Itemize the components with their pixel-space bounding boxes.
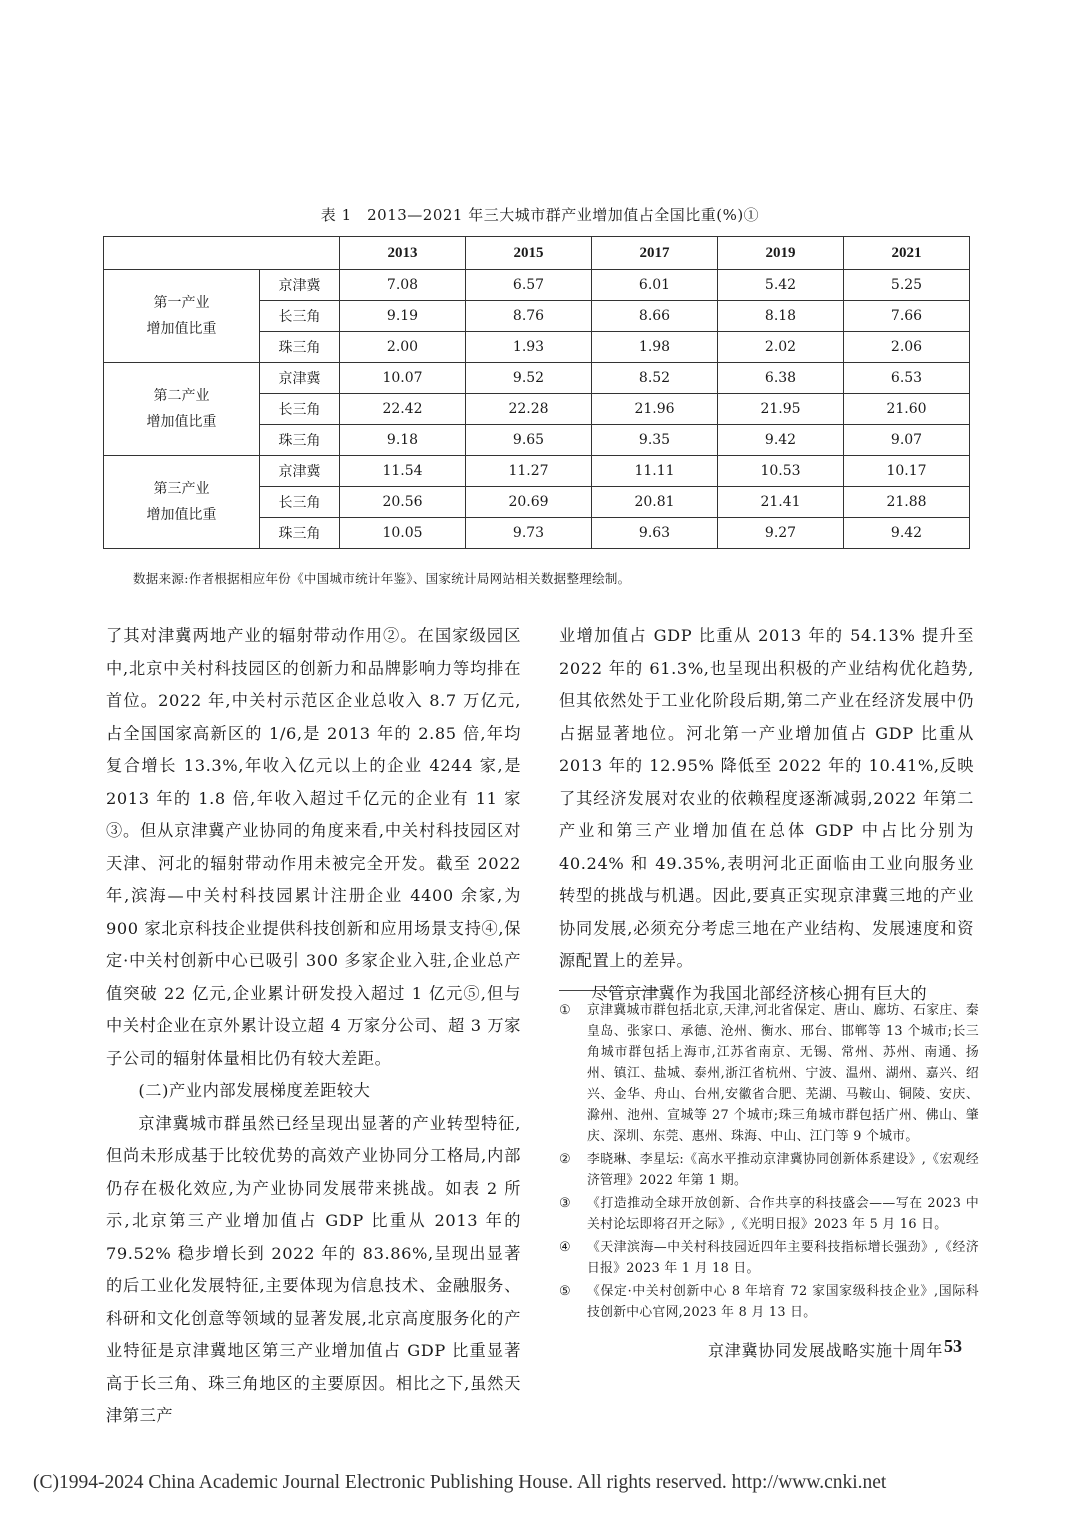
value-cell: 9.52 — [466, 363, 592, 394]
group-label-line1: 第三产业 — [153, 481, 210, 497]
value-cell: 5.25 — [844, 270, 970, 301]
value-cell: 10.05 — [340, 518, 466, 549]
group-label-line1: 第二产业 — [153, 388, 210, 404]
copyright-notice: (C)1994-2024 China Academic Journal Electronic Publishing House. All rights reserved. http://www.cnki.net — [33, 1472, 887, 1493]
body-paragraph: 京津冀城市群虽然已经呈现出显著的产业转型特征,但尚未形成基于比较优势的高效产业协同分工格局,内部仍存在极化效应,为产业协同发展带来挑战。如表 2 所示,北京第三产业增加值占 GDP 比重从 2013 年的 79.52% 稳步增长到 2022 年的 83.86%,呈现出显著的后工业化发展特征,主要体现为信息技术、金融服务、科研和文化创意等领域的显著发展,北京高度服务化的产业特征是京津冀地区第三产业增加值占 GDP 比重显著高于长三角、珠三角地区的主要原因。相比之下,虽然天津第三产 — [106, 1113, 521, 1425]
footnote-divider — [559, 990, 659, 991]
page-number: 53 — [944, 1336, 962, 1356]
value-cell: 20.69 — [466, 487, 592, 518]
footnote — [559, 1149, 979, 1191]
left-column — [106, 620, 521, 1433]
value-cell: 8.76 — [466, 301, 592, 332]
footnote-text: 《保定·中关村创新中心 8 年培育 72 家国家级科技企业》,国际科技创新中心官网,2023 年 8 月 13 日。 — [587, 1284, 979, 1320]
footnote — [559, 1000, 979, 1147]
region-cell: 珠三角 — [260, 332, 340, 363]
footnote-text: 京津冀城市群包括北京,天津,河北省保定、唐山、廊坊、石家庄、秦皇岛、张家口、承德、沧州、衡水、邢台、邯郸等 13 个城市;长三角城市群包括上海市,江苏省南京、无锡、常州、苏州、南通、扬州、镇江、盐城、泰州,浙江省杭州、宁波、温州、湖州、嘉兴、绍兴、金华、舟山、台州,安徽省合肥、芜湖、马鞍山、铜陵、安庆、滁州、池州、宣城等 27 个城市;珠三角城市群包括广州、佛山、肇庆、深圳、东莞、惠州、珠海、中山、江门等 9 个城市。 — [587, 1003, 979, 1144]
region-cell: 京津冀 — [260, 270, 340, 301]
footnote — [559, 1281, 979, 1323]
value-cell: 9.07 — [844, 425, 970, 456]
value-cell: 9.42 — [718, 425, 844, 456]
year-header: 2019 — [718, 237, 844, 270]
value-cell: 6.53 — [844, 363, 970, 394]
region-cell: 京津冀 — [260, 456, 340, 487]
value-cell: 20.56 — [340, 487, 466, 518]
footnote-mark: ① — [559, 1003, 571, 1018]
region-cell: 京津冀 — [260, 363, 340, 394]
value-cell: 11.27 — [466, 456, 592, 487]
value-cell: 8.52 — [592, 363, 718, 394]
value-cell: 21.88 — [844, 487, 970, 518]
group-label-line1: 第一产业 — [153, 295, 210, 311]
value-cell: 22.42 — [340, 394, 466, 425]
region-cell: 长三角 — [260, 487, 340, 518]
value-cell: 6.01 — [592, 270, 718, 301]
value-cell: 21.96 — [592, 394, 718, 425]
year-header: 2015 — [466, 237, 592, 270]
right-column — [559, 620, 974, 1010]
region-cell: 长三角 — [260, 394, 340, 425]
value-cell: 2.02 — [718, 332, 844, 363]
running-title: 京津冀协同发展战略实施十周年 — [708, 1341, 944, 1360]
footnotes — [559, 1000, 979, 1325]
header-empty — [104, 237, 340, 270]
group-label-line2: 增加值比重 — [146, 507, 217, 523]
value-cell: 6.57 — [466, 270, 592, 301]
footnote-mark: ⑤ — [559, 1284, 571, 1299]
value-cell: 9.27 — [718, 518, 844, 549]
data-table — [103, 236, 970, 549]
region-cell: 珠三角 — [260, 425, 340, 456]
section-subheading: (二)产业内部发展梯度差距较大 — [138, 1081, 371, 1100]
value-cell: 20.81 — [592, 487, 718, 518]
value-cell: 6.38 — [718, 363, 844, 394]
year-header: 2021 — [844, 237, 970, 270]
value-cell: 9.35 — [592, 425, 718, 456]
value-cell: 7.66 — [844, 301, 970, 332]
group-label — [104, 270, 260, 363]
value-cell: 21.95 — [718, 394, 844, 425]
value-cell: 9.42 — [844, 518, 970, 549]
footnote-text: 《天津滨海—中关村科技园近四年主要科技指标增长强劲》,《经济日报》2023 年 1 月 18 日。 — [587, 1240, 979, 1276]
table-header-row — [104, 237, 970, 270]
body-paragraph: 尽管京津冀作为我国北部经济核心拥有巨大的 — [591, 983, 928, 1003]
group-label — [104, 456, 260, 549]
value-cell: 9.63 — [592, 518, 718, 549]
value-cell: 10.53 — [718, 456, 844, 487]
table-source-note: 数据来源:作者根据相应年份《中国城市统计年鉴》、国家统计局网站相关数据整理绘制。 — [133, 571, 631, 586]
group-label — [104, 363, 260, 456]
value-cell: 7.08 — [340, 270, 466, 301]
value-cell: 22.28 — [466, 394, 592, 425]
value-cell: 11.54 — [340, 456, 466, 487]
value-cell: 9.18 — [340, 425, 466, 456]
year-header: 2013 — [340, 237, 466, 270]
footnote — [559, 1193, 979, 1235]
value-cell: 2.00 — [340, 332, 466, 363]
value-cell: 8.66 — [592, 301, 718, 332]
value-cell: 11.11 — [592, 456, 718, 487]
region-cell: 珠三角 — [260, 518, 340, 549]
footnote-mark: ② — [559, 1152, 571, 1167]
value-cell: 2.06 — [844, 332, 970, 363]
group-label-line2: 增加值比重 — [146, 414, 217, 430]
footnote-mark: ③ — [559, 1196, 571, 1211]
table-row — [104, 456, 970, 487]
footnote-text: 《打造推动全球开放创新、合作共享的科技盛会——写在 2023 中关村论坛即将召开之际》,《光明日报》2023 年 5 月 16 日。 — [587, 1196, 979, 1232]
year-header: 2017 — [592, 237, 718, 270]
footnote-mark: ④ — [559, 1240, 571, 1255]
body-paragraph: 业增加值占 GDP 比重从 2013 年的 54.13% 提升至 2022 年的 61.3%,也呈现出积极的产业结构优化趋势,但其依然处于工业化阶段后期,第二产业在经济发展中仍占据显著地位。河北第一产业增加值占 GDP 比重从 2013 年的 12.95% 降低至 2022 年的 10.41%,反映了其经济发展对农业的依赖程度逐渐减弱,2022 年第二产业和第三产业增加值在总体 GDP 中占比分别为 40.24% 和 49.35%,表明河北正面临由工业向服务业转型的挑战与机遇。因此,要真正实现京津冀三地的产业协同发展,必须充分考虑三地在产业结构、发展速度和资源配置上的差异。 — [559, 626, 974, 970]
value-cell: 9.73 — [466, 518, 592, 549]
value-cell: 9.65 — [466, 425, 592, 456]
value-cell: 5.42 — [718, 270, 844, 301]
value-cell: 1.98 — [592, 332, 718, 363]
footnote — [559, 1237, 979, 1279]
table-row — [104, 363, 970, 394]
table-row — [104, 270, 970, 301]
value-cell: 1.93 — [466, 332, 592, 363]
value-cell: 10.17 — [844, 456, 970, 487]
value-cell: 9.19 — [340, 301, 466, 332]
group-label-line2: 增加值比重 — [146, 321, 217, 337]
value-cell: 21.41 — [718, 487, 844, 518]
value-cell: 21.60 — [844, 394, 970, 425]
value-cell: 10.07 — [340, 363, 466, 394]
value-cell: 8.18 — [718, 301, 844, 332]
region-cell: 长三角 — [260, 301, 340, 332]
body-paragraph: 了其对津冀两地产业的辐射带动作用②。在国家级园区中,北京中关村科技园区的创新力和品牌影响力等均排在首位。2022 年,中关村示范区企业总收入 8.7 万亿元,占全国国家高新区的 1/6,是 2013 年的 2.85 倍,年均复合增长 13.3%,年收入亿元以上的企业 4244 家,是 2013 年的 1.8 倍,年收入超过千亿元的企业有 11 家③。但从京津冀产业协同的角度来看,中关村科技园区对天津、河北的辐射带动作用未被完全开发。截至 2022 年,滨海—中关村科技园累计注册企业 4400 余家,为 900 家北京科技企业提供科技创新和应用场景支持④,保定·中关村创新中心已吸引 300 多家企业入驻,企业总产值突破 22 亿元,企业累计研发投入超过 1 亿元⑤,但与中关村企业在京外累计设立超 4 万家分公司、超 3 万家子公司的辐射体量相比仍有较大差距。 — [106, 626, 521, 1068]
table-caption: 表 1 2013—2021 年三大城市群产业增加值占全国比重(%)① — [320, 206, 760, 224]
footnote-text: 李晓琳、李星坛:《高水平推动京津冀协同创新体系建设》,《宏观经济管理》2022 年第 1 期。 — [587, 1152, 979, 1188]
